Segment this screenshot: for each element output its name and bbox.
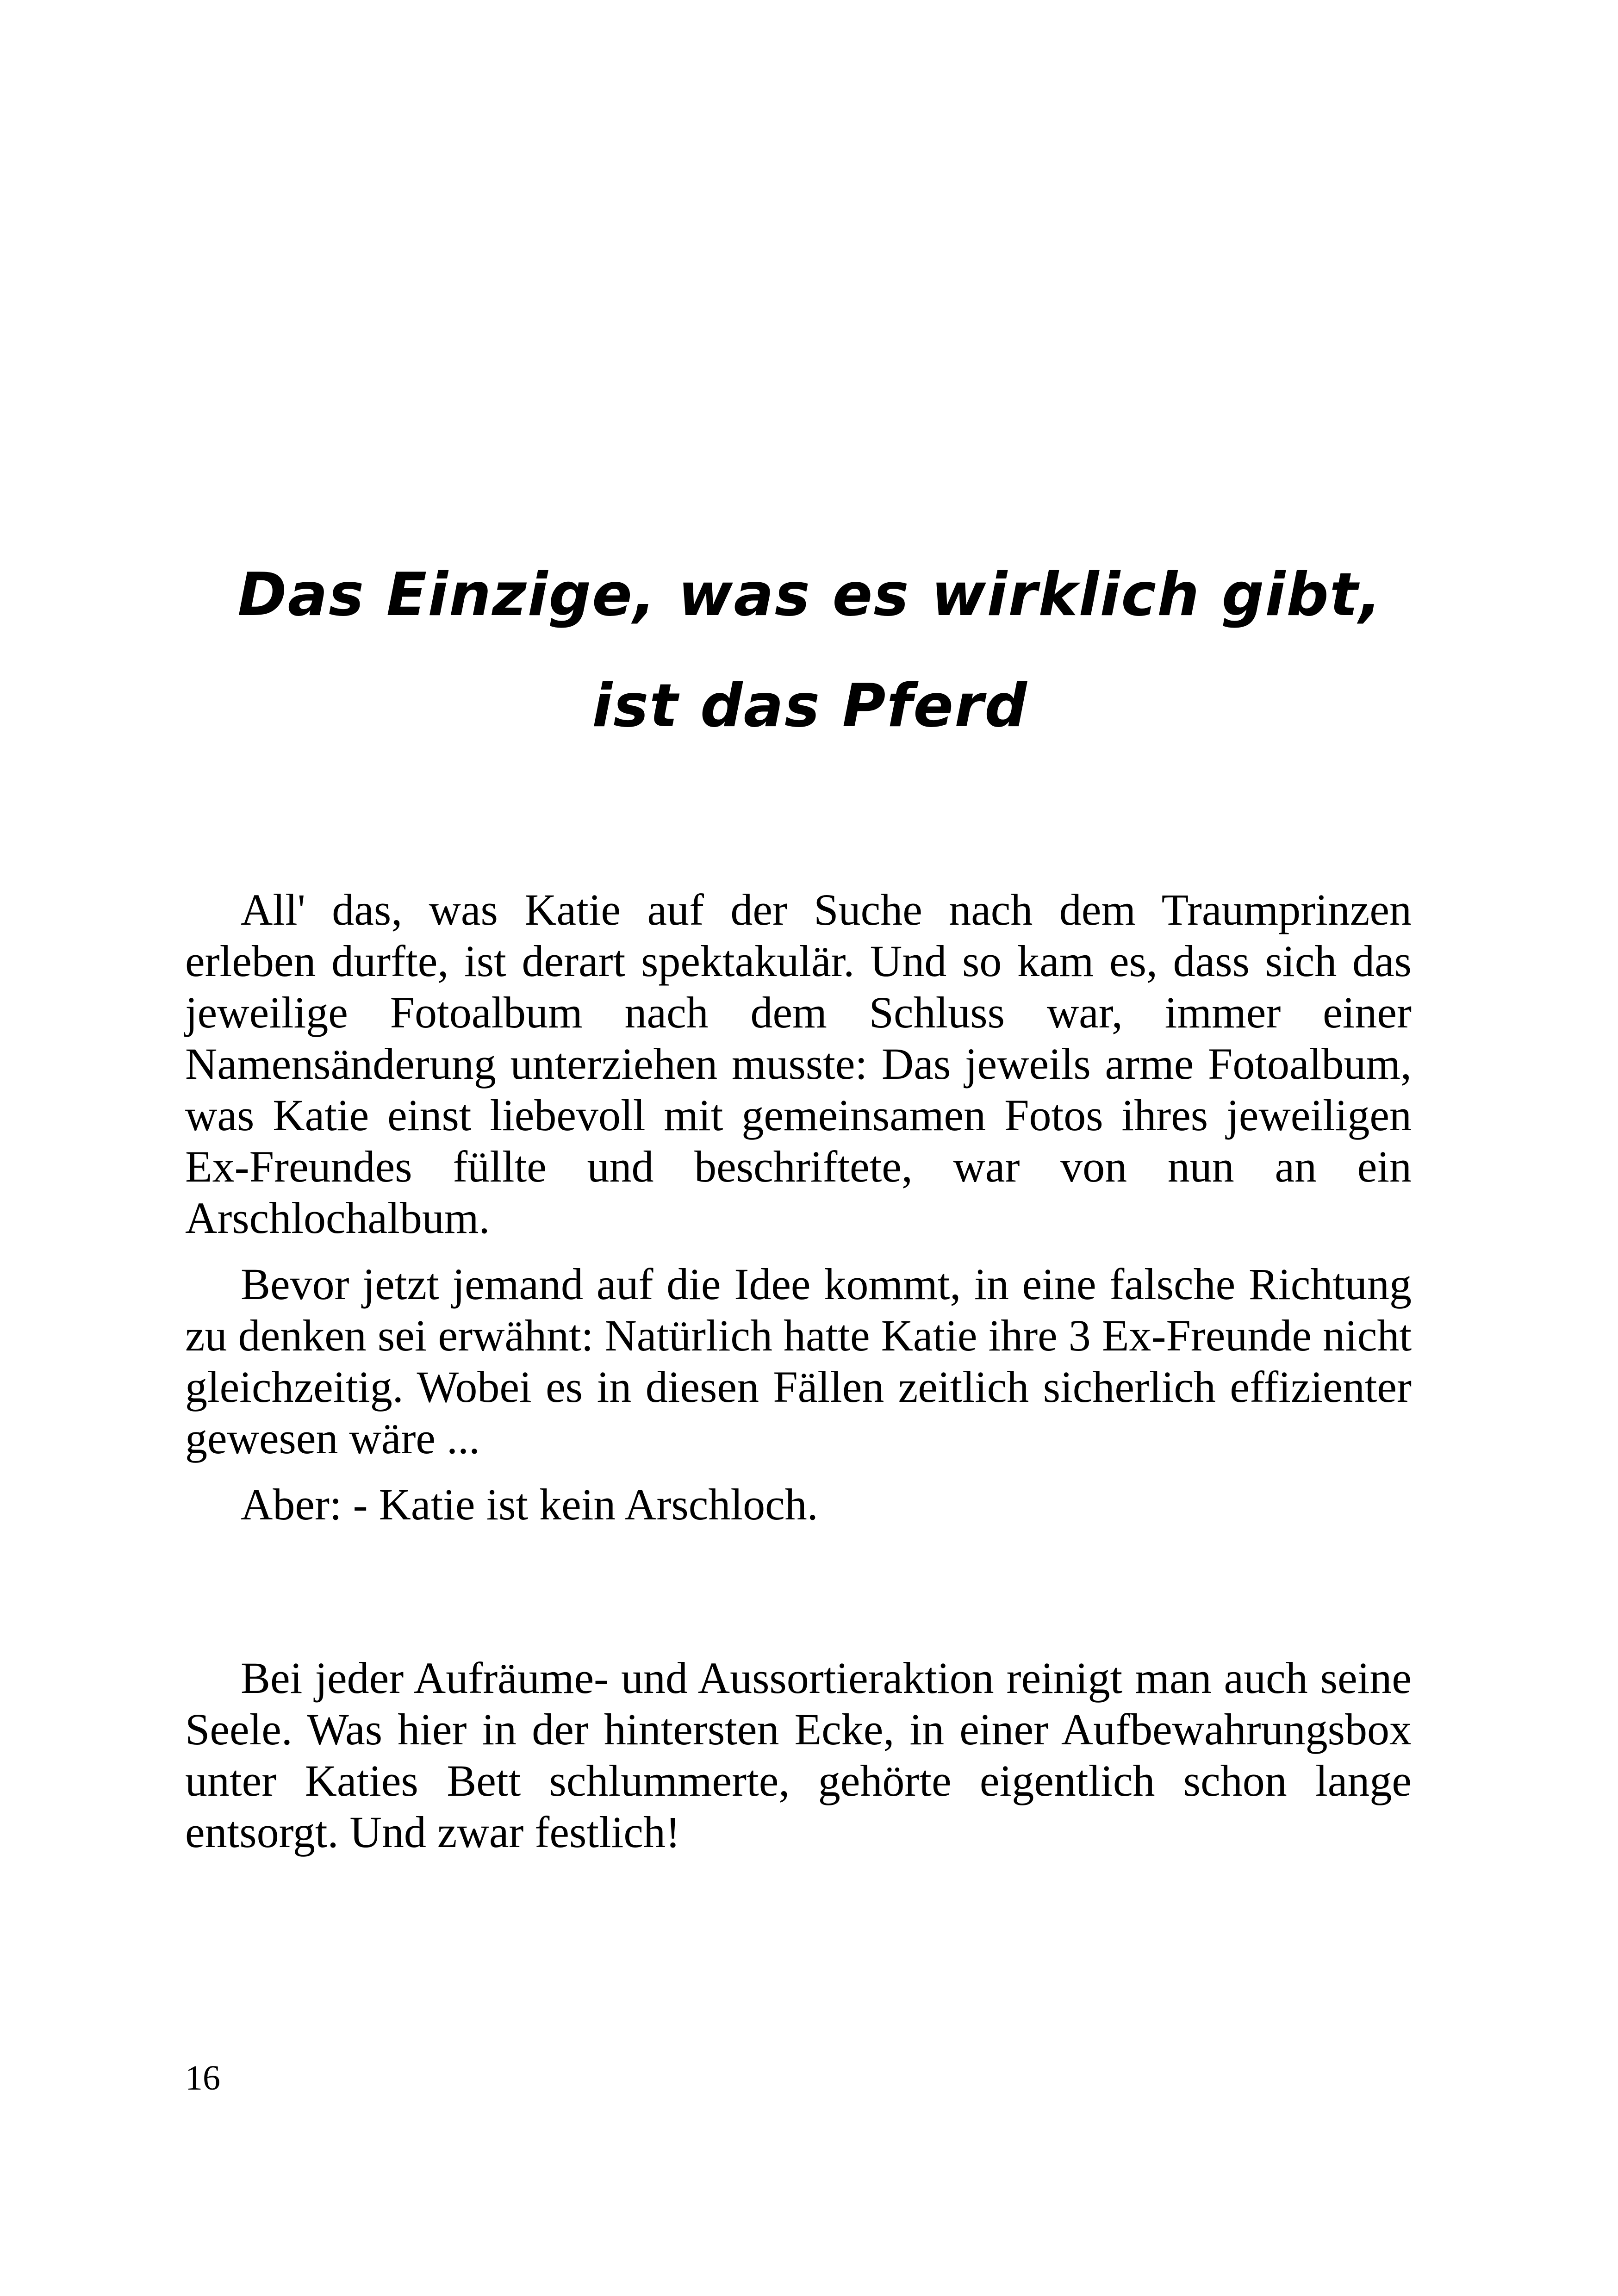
body-text-section-2: [185, 1652, 1412, 1873]
page-number: 16: [185, 2059, 220, 2097]
paragraph-1: All' das, was Katie auf der Suche nach dem Traumprinzen erleben durfte, ist derart spektakulär. Und so kam es, dass sich das jeweilige Fotoalbum nach dem Schluss war, immer einer Namensänderung unterziehen musste: Das jeweils arme Fotoalbum, was Katie einst liebevoll mit gemeinsamen Fotos ihres jeweiligen Ex-Freundes füllte und beschriftete, war von nun an ein Arschlochalbum.: [185, 885, 1412, 1243]
paragraph-3: Aber: - Katie ist kein Arschloch.: [241, 1480, 818, 1529]
chapter-title-line-2: ist das Pferd: [592, 671, 1028, 740]
chapter-title-line-1: Das Einzige, was es wirklich gibt,: [237, 560, 1382, 629]
body-text-section-1: [185, 884, 1412, 1545]
paragraph-2: Bevor jetzt jemand auf die Idee kommt, in eine falsche Richtung zu denken sei erwähnt: Natürlich hatte Katie ihre 3 Ex-Freunde nicht gleichzeitig. Wobei es in diesen Fällen zeitlich sicherlich effizienter gewesen wäre ...: [185, 1259, 1412, 1463]
chapter-title: [185, 540, 1435, 762]
paragraph-4: Bei jeder Aufräume- und Aussortieraktion reinigt man auch seine Seele. Was hier in der hintersten Ecke, in einer Aufbewahrungsbox unter Katies Bett schlummerte, gehörte eigentlich schon lange entsorgt. Und zwar festlich!: [185, 1653, 1412, 1857]
